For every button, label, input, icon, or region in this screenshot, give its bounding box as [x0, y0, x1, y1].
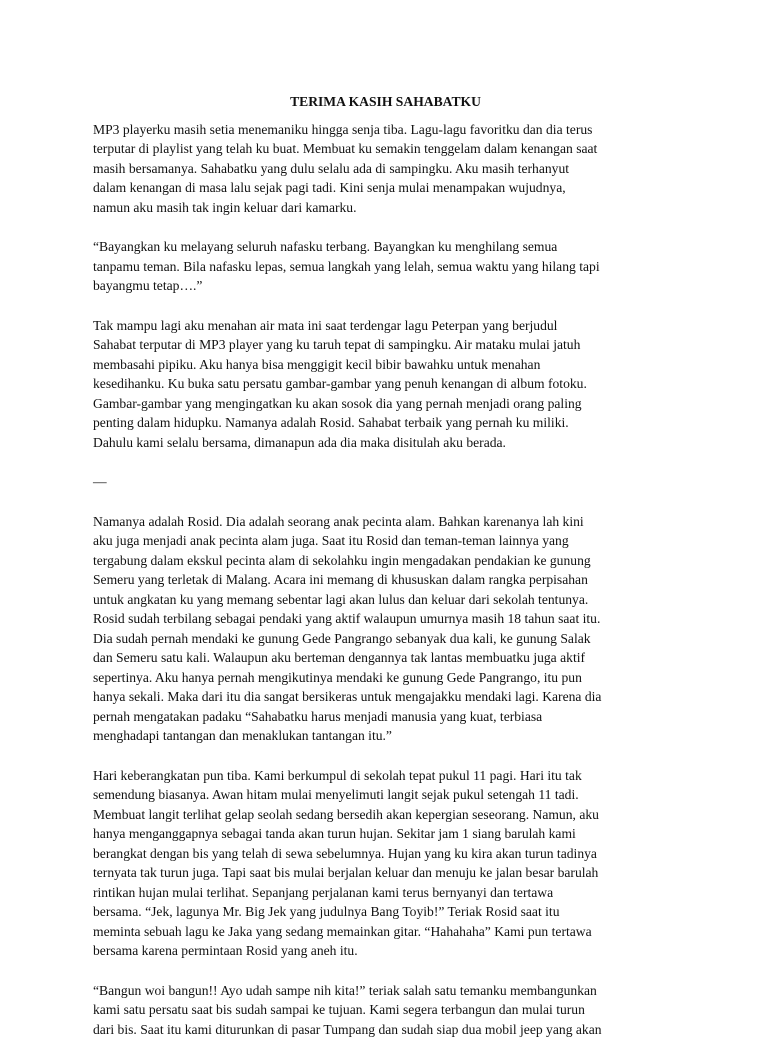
text-line: aku juga menjadi anak pecinta alam juga. Saat itu Rosid dan teman-teman lainnya yang — [93, 533, 569, 548]
text-line: bersama. “Jek, lagunya Mr. Big Jek yang judulnya Bang Toyib!” Teriak Rosid saat itu — [93, 904, 560, 919]
text-line: Dia sudah pernah mendaki ke gunung Gede Pangrango sebanyak dua kali, ke gunung Salak — [93, 630, 591, 646]
text-line: pernah mengatakan padaku “Sahabatku harus menjadi manusia yang kuat, terbiasa — [93, 708, 543, 724]
paragraph — [93, 120, 678, 218]
document-page — [93, 92, 678, 1059]
paragraph — [93, 766, 678, 961]
text-line: menghadapi tantangan dan menaklukan tantangan itu.” — [93, 728, 392, 743]
text-line: bayangmu tetap….” — [93, 278, 203, 293]
text-line: Gambar-gambar yang mengingatkan ku akan sosok dia yang pernah menjadi orang paling — [93, 395, 582, 411]
text-line: Namanya adalah Rosid. Dia adalah seorang anak pecinta alam. Bahkan karenanya lah kini — [93, 513, 584, 529]
paragraph — [93, 512, 678, 746]
text-line: sepertinya. Aku hanya pernah mengikutinya mendaki ke gunung Gede Pangrango, itu pun — [93, 669, 582, 685]
paragraph — [93, 316, 678, 453]
text-line: meminta sebuah lagu ke Jaka yang sedang memainkan gitar. “Hahahaha” Kami pun tertawa — [93, 923, 592, 939]
text-line: untuk angkatan ku yang memang sebentar lagi akan lulus dan keluar dari sekolah tentunya. — [93, 591, 589, 607]
text-line: ternyata tak turun juga. Tapi saat bis mulai berjalan keluar dan menuju ke jalan besar barulah — [93, 865, 599, 880]
text-line: kami satu persatu saat bis sudah sampai ke tujuan. Kami segera terbangun dan mulai turun — [93, 1002, 585, 1017]
text-line: Dahulu kami selalu bersama, dimanapun ada dia maka disitulah aku berada. — [93, 434, 506, 450]
text-line: dan Semeru satu kali. Walaupun aku berteman dengannya tak lantas membuatku juga aktif — [93, 650, 586, 665]
text-line: “Bayangkan ku melayang seluruh nafasku terbang. Bayangkan ku menghilang semua — [93, 239, 558, 254]
text-line: tergabung dalam ekskul pecinta alam di sekolahku ingin mengadakan pendakian ke gunung — [93, 552, 591, 568]
text-line: Tak mampu lagi aku menahan air mata ini saat terdengar lagu Peterpan yang berjudul — [93, 317, 558, 333]
document-title: TERIMA KASIH SAHABATKU — [290, 94, 481, 109]
text-line: Membuat langit terlihat gelap seolah sedang bersedih akan kepergian seseorang. Namun, aku — [93, 806, 599, 822]
text-line: bersama karena permintaan Rosid yang aneh itu. — [93, 943, 358, 958]
text-line: hanya sekali. Maka dari itu dia sangat bersikeras untuk mengajakku mendaki lagi. Karena dia — [93, 689, 602, 704]
paragraph — [93, 237, 678, 296]
text-line: Hari keberangkatan pun tiba. Kami berkumpul di sekolah tepat pukul 11 pagi. Hari itu tak — [93, 767, 582, 783]
text-line: dalam kenangan di masa lalu sejak pagi tadi. Kini senja mulai menampakan wujudnya, — [93, 180, 566, 195]
text-line: Semeru yang terletak di Malang. Acara ini memang di khususkan dalam rangka perpisahan — [93, 572, 588, 587]
text-line: berangkat dengan bis yang telah di sewa sebelumnya. Hujan yang ku kira akan turun tadinya — [93, 845, 597, 861]
text-line: MP3 playerku masih setia menemaniku hingga senja tiba. Lagu-lagu favoritku dan dia terus — [93, 121, 593, 137]
text-line: masih bersamanya. Sahabatku yang dulu selalu ada di sampingku. Aku masih terhanyut — [93, 160, 570, 176]
text-line: namun aku masih tak ingin keluar dari kamarku. — [93, 199, 357, 215]
text-line: penting dalam hidupku. Namanya adalah Rosid. Sahabat terbaik yang pernah ku miliki. — [93, 415, 569, 430]
text-line: hanya menganggapnya sebagai tanda akan turun hujan. Sekitar jam 1 siang barulah kami — [93, 826, 576, 841]
text-line: Rosid sudah terbilang sebagai pendaki yang aktif walaupun umurnya masih 18 tahun saat itu. — [93, 611, 601, 626]
text-line: semendung biasanya. Awan hitam mulai menyelimuti langit sejak pukul setengah 11 tadi. — [93, 787, 579, 802]
paragraphs-after-separator — [93, 512, 678, 1040]
section-separator: — — [93, 474, 107, 489]
text-line: kesedihanku. Ku buka satu persatu gambar-gambar yang penuh kenangan di album fotoku. — [93, 376, 587, 391]
text-line: terputar di playlist yang telah ku buat. Membuat ku semakin tenggelam dalam kenangan saat — [93, 141, 598, 156]
text-line: membasahi pipiku. Aku hanya bisa menggigit kecil bibir bawahku untuk menahan — [93, 356, 541, 372]
text-line: “Bangun woi bangun!! Ayo udah sampe nih kita!” teriak salah satu temanku membangunkan — [93, 982, 597, 998]
paragraphs-before-separator — [93, 120, 678, 453]
text-line: rintikan hujan mulai terlihat. Sepanjang perjalanan kami terus bernyanyi dan tertawa — [93, 884, 554, 900]
text-line: tanpamu teman. Bila nafasku lepas, semua langkah yang lelah, semua waktu yang hilang tapi — [93, 258, 600, 274]
paragraph — [93, 981, 678, 1040]
text-line: Sahabat terputar di MP3 player yang ku taruh tepat di sampingku. Air mataku mulai jatuh — [93, 337, 581, 352]
text-line: dari bis. Saat itu kami diturunkan di pasar Tumpang dan sudah siap dua mobil jeep yang akan — [93, 1021, 602, 1037]
